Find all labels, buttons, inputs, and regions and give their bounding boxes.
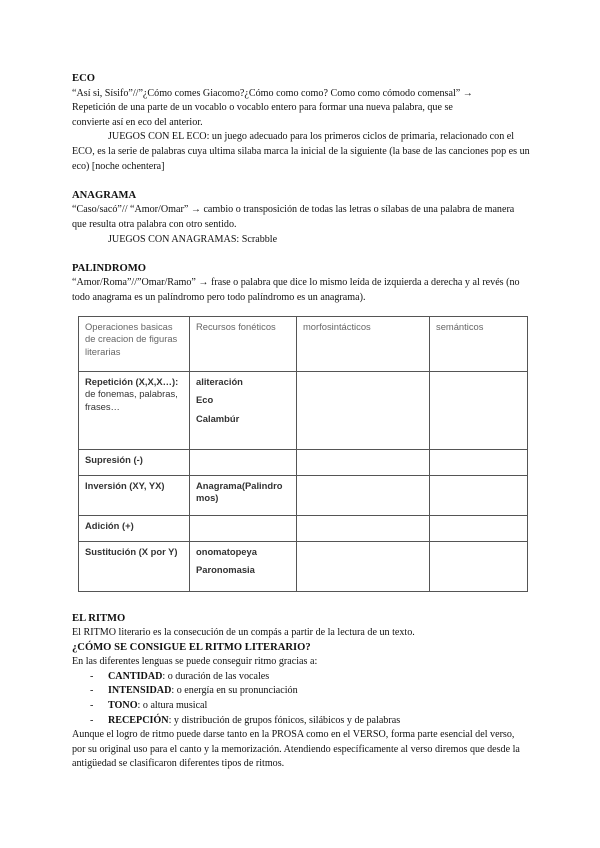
table-cell	[297, 515, 430, 541]
list-desc: : o altura musical	[137, 700, 208, 712]
figures-table	[78, 316, 528, 592]
table-cell-operation	[79, 541, 190, 591]
table-cell	[430, 449, 528, 475]
ritmo-definition: El RITMO literario es la consecución de un compás a partir de la lectura de un texto.	[72, 627, 415, 639]
list-term: TONO	[108, 700, 138, 712]
list-term: INTENSIDAD	[108, 685, 172, 697]
eco-definition-1: Repetición de una parte de un vocablo o vocablo entero para formar una nueva palabra, que se	[72, 102, 453, 114]
operation-label: Supresión (-)	[85, 453, 143, 465]
ritmo-heading: EL RITMO	[72, 612, 126, 624]
spacer	[72, 247, 530, 262]
operation-detail: de fonemas, palabras, frases…	[85, 388, 178, 412]
table-cell-operation	[79, 449, 190, 475]
list-item	[90, 699, 530, 714]
table-cell-operation	[79, 475, 190, 515]
list-desc: : o energía en su pronunciación	[171, 685, 298, 697]
table-header-cell: Recursos fonéticos	[190, 316, 297, 371]
operation-label: Adición (+)	[85, 519, 134, 531]
table-row	[79, 371, 528, 449]
table-cell-phonetic	[190, 515, 297, 541]
table-cell-phonetic	[190, 541, 297, 591]
document-body	[72, 72, 530, 772]
table-cell	[297, 371, 430, 449]
table-header-cell: morfosintácticos	[297, 316, 430, 371]
table-row	[79, 515, 528, 541]
eco-heading: ECO	[72, 73, 95, 84]
anagrama-heading: ANAGRAMA	[72, 189, 137, 201]
ritmo-list	[72, 670, 530, 728]
eco-games: JUEGOS CON EL ECO: un juego adecuado para los primeros ciclos de primaria, relacionado con el ECO, es la serie de palabras cuya ultima silaba marca la inicial de la siguiente (la base de las canciones pop es un eco) [noche ochentera]	[72, 131, 530, 172]
table-header-row	[79, 316, 528, 371]
phonetic-resource: aliteración	[196, 375, 243, 387]
phonetic-resource: Calambúr	[196, 412, 240, 424]
list-term: CANTIDAD	[108, 670, 163, 682]
list-dash: -	[90, 670, 94, 682]
table-cell	[430, 515, 528, 541]
table-cell	[297, 475, 430, 515]
table-cell-phonetic	[190, 371, 297, 449]
list-item	[90, 714, 530, 729]
table-cell	[430, 541, 528, 591]
palindromo-heading: PALINDROMO	[72, 262, 146, 274]
list-dash: -	[90, 700, 94, 712]
ritmo-intro: En las diferentes lenguas se puede conseguir ritmo gracias a:	[72, 656, 318, 668]
ritmo-question: ¿CÓMO SE CONSIGUE EL RITMO LITERARIO?	[72, 641, 311, 653]
anagrama-definition: “Caso/sacó”// “Amor/Omar” → cambio o transposición de todas las letras o sílabas de una palabra de manera que resulta otra palabra con otro sentido.	[72, 204, 515, 230]
table-header-cell: semánticos	[430, 316, 528, 371]
table-cell-operation	[79, 371, 190, 449]
table-row	[79, 449, 528, 475]
table-row	[79, 475, 528, 515]
list-item	[90, 670, 530, 685]
table-row	[79, 541, 528, 591]
table-cell	[430, 475, 528, 515]
list-desc: : o duración de las vocales	[162, 670, 270, 682]
phonetic-resource: Anagrama(Palindromos)	[196, 479, 283, 503]
table-header-cell: Operaciones basicas de creacion de figuras literarias	[79, 316, 190, 371]
phonetic-resource: Eco	[196, 394, 214, 405]
list-item	[90, 684, 530, 699]
phonetic-resource: onomatopeya	[196, 545, 257, 557]
list-desc: : y distribución de grupos fónicos, silábicos y de palabras	[168, 714, 401, 726]
operation-label: Sustitución (X por Y)	[85, 545, 178, 557]
operation-label: Repetición (X,X,X…):	[85, 375, 179, 387]
anagrama-games: JUEGOS CON ANAGRAMAS: Scrabble	[108, 233, 278, 245]
table-cell	[297, 449, 430, 475]
spacer	[72, 592, 530, 612]
table-cell-phonetic	[190, 449, 297, 475]
eco-example: “Así si, Sísifo”//”¿Cómo comes Giacomo?¿Cómo como como? Como como cómodo comensal” →	[72, 87, 473, 99]
table-cell	[430, 371, 528, 449]
spacer	[72, 174, 530, 189]
ritmo-closing: Aunque el logro de ritmo puede darse tanto en la PROSA como en el VERSO, forma parte esencial del verso, por su original uso para el canto y la memorización. Atendiendo específicamente al verso diremos que desde la antigüedad se clasificaron diferentes tipos de ritmos.	[72, 729, 520, 770]
table-cell-operation	[79, 515, 190, 541]
table-cell-phonetic	[190, 475, 297, 515]
list-term: RECEPCIÓN	[108, 714, 169, 726]
list-dash: -	[90, 685, 94, 697]
operation-label: Inversión (XY, YX)	[85, 479, 165, 491]
palindromo-definition: “Amor/Roma”//”Omar/Ramo” → frase o palabra que dice lo mismo leída de izquierda a derecha y al revés (no todo anagrama es un palíndromo pero todo palíndromo es un anagrama).	[72, 277, 520, 303]
table-cell	[297, 541, 430, 591]
list-dash: -	[90, 714, 94, 726]
phonetic-resource: Paronomasia	[196, 564, 255, 575]
eco-definition-2: convierte así en eco del anterior.	[72, 116, 203, 128]
